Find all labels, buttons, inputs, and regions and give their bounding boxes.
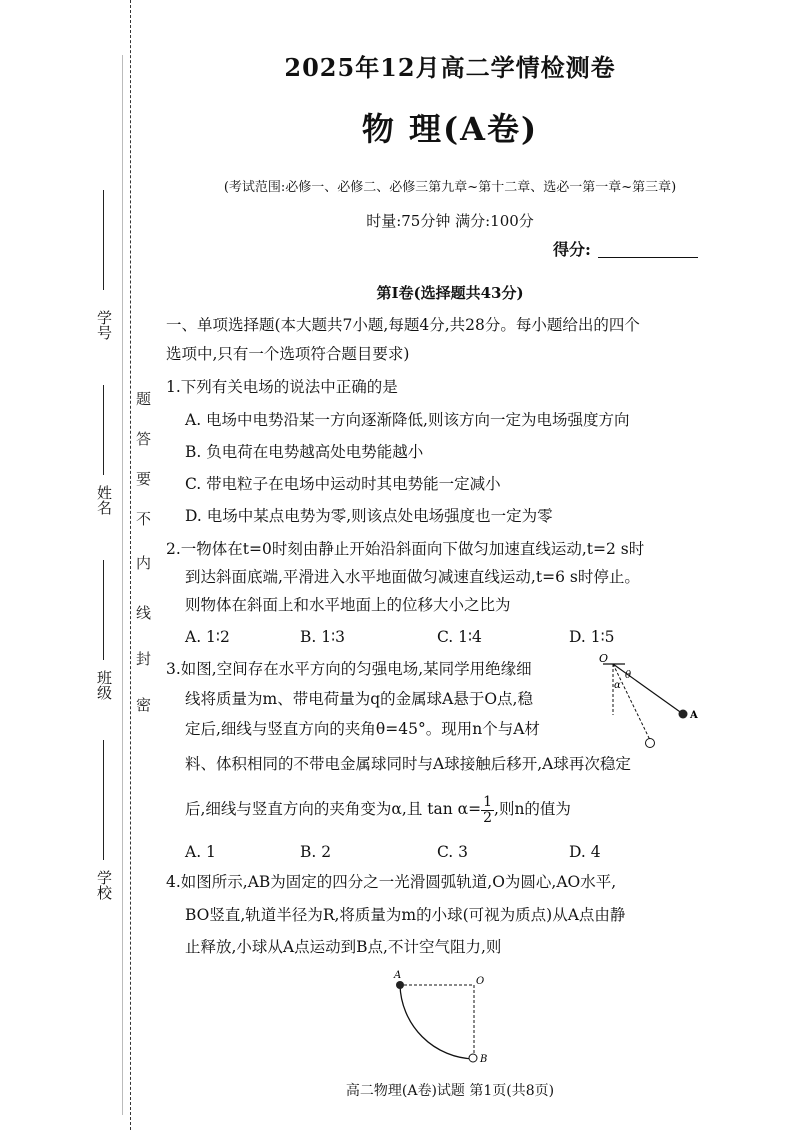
q3-pendulum-figure (595, 650, 705, 755)
score-blank[interactable] (598, 257, 698, 258)
q3-stem-formula (185, 795, 571, 825)
school-label: 学校 (95, 870, 113, 900)
charged-ball-a (679, 710, 688, 719)
school-blank[interactable] (103, 740, 104, 860)
exam-timing: 时量:75分钟 满分:100分 (366, 212, 534, 230)
name-label: 姓名 (95, 485, 113, 515)
q3-formula-post: ,则n的值为 (494, 800, 571, 819)
point-o-label: O (599, 652, 609, 665)
seal-char: 要 (136, 470, 152, 488)
q3-formula-pre: 后,细线与竖直方向的夹角变为α,且 tan α= (185, 800, 482, 819)
q1-option-d[interactable]: D. 电场中某点电势为零,则该点处电场强度也一定为零 (185, 507, 553, 525)
q1-option-b[interactable]: B. 负电荷在电势越高处电势能越小 (185, 443, 424, 461)
q4-stem: 4.如图所示,AB为固定的四分之一光滑圆弧轨道,O为圆心,AO水平, (166, 873, 617, 891)
section-title: 第Ⅰ卷(选择题共43分) (376, 284, 524, 302)
name-blank[interactable] (103, 385, 104, 475)
ball-at-b (469, 1054, 477, 1062)
theta-label: θ (625, 670, 632, 681)
q4-arc-track-figure (388, 968, 498, 1068)
q1-stem: 1.下列有关电场的说法中正确的是 (166, 378, 398, 396)
q2-stem: 2.一物体在t=0时刻由静止开始沿斜面向下做匀加速直线运动,t=2 s时 (166, 540, 645, 558)
ball-at-a (396, 981, 404, 989)
section-intro: 选项中,只有一个选项符合题目要求) (166, 345, 410, 363)
q3-option-d[interactable]: D. 4 (569, 843, 601, 861)
q4-stem: 止释放,小球从A点运动到B点,不计空气阻力,则 (185, 938, 502, 956)
seal-char: 不 (136, 510, 152, 528)
fraction (481, 795, 494, 825)
point-b-label: B (480, 1054, 488, 1065)
q3-stem: 定后,细线与竖直方向的夹角θ=45°。现用n个与A材 (185, 720, 540, 738)
seal-char: 密 (136, 696, 152, 714)
alpha-label: α (614, 680, 621, 691)
exam-title: 2025年12月高二学情检测卷 (284, 53, 616, 82)
q3-stem: 料、体积相同的不带电金属球同时与A球接触后移开,A球再次稳定 (185, 755, 631, 773)
fraction-numerator: 1 (483, 794, 493, 810)
ball-a-label: A (690, 710, 698, 721)
q2-option-d[interactable]: D. 1∶5 (569, 628, 615, 646)
seal-char: 内 (136, 554, 152, 572)
ball-new-position (646, 739, 655, 748)
student-id-label: 学号 (95, 310, 113, 340)
thread-line (613, 664, 683, 714)
seal-char: 答 (136, 430, 152, 448)
q2-stem: 到达斜面底端,平滑进入水平地面做匀减速直线运动,t=6 s时停止。 (185, 568, 640, 586)
point-o-label: O (476, 976, 485, 987)
page-footer: 高二物理(A卷)试题 第1页(共8页) (345, 1083, 555, 1099)
class-blank[interactable] (103, 560, 104, 660)
thread-new-position (613, 664, 650, 740)
q2-option-a[interactable]: A. 1∶2 (185, 628, 230, 646)
q3-option-c[interactable]: C. 3 (437, 843, 469, 861)
q2-option-b[interactable]: B. 1∶3 (300, 628, 346, 646)
q2-stem: 则物体在斜面上和水平地面上的位移大小之比为 (185, 596, 511, 614)
seal-char: 题 (136, 390, 152, 408)
quarter-circle-track (400, 985, 474, 1059)
score-label: 得分: (553, 240, 591, 259)
q3-option-a[interactable]: A. 1 (185, 843, 216, 861)
q2-option-c[interactable]: C. 1∶4 (437, 628, 482, 646)
section-intro: 一、单项选择题(本大题共7小题,每题4分,共28分。每小题给出的四个 (166, 316, 640, 334)
q3-stem: 线将质量为m、带电荷量为q的金属球A悬于O点,稳 (185, 690, 533, 708)
fraction-denominator: 2 (483, 809, 493, 826)
binding-edge (122, 55, 131, 1115)
q3-option-b[interactable]: B. 2 (300, 843, 332, 861)
q1-option-a[interactable]: A. 电场中电势沿某一方向逐渐降低,则该方向一定为电场强度方向 (185, 411, 630, 429)
seal-char: 封 (136, 650, 152, 668)
point-a-label: A (394, 970, 402, 981)
exam-scope: (考试范围:必修一、必修二、必修三第九章~第十二章、选必一第一章~第三章) (223, 180, 677, 195)
q1-option-c[interactable]: C. 带电粒子在电场中运动时其电势能一定减小 (185, 475, 501, 493)
subject-title: 物 理(A卷) (361, 110, 539, 148)
seal-char: 线 (136, 604, 152, 622)
student-id-blank[interactable] (103, 190, 104, 290)
class-label: 班级 (95, 670, 113, 700)
q4-stem: BO竖直,轨道半径为R,将质量为m的小球(可视为质点)从A点由静 (185, 906, 626, 924)
q3-stem: 3.如图,空间存在水平方向的匀强电场,某同学用绝缘细 (166, 660, 532, 678)
